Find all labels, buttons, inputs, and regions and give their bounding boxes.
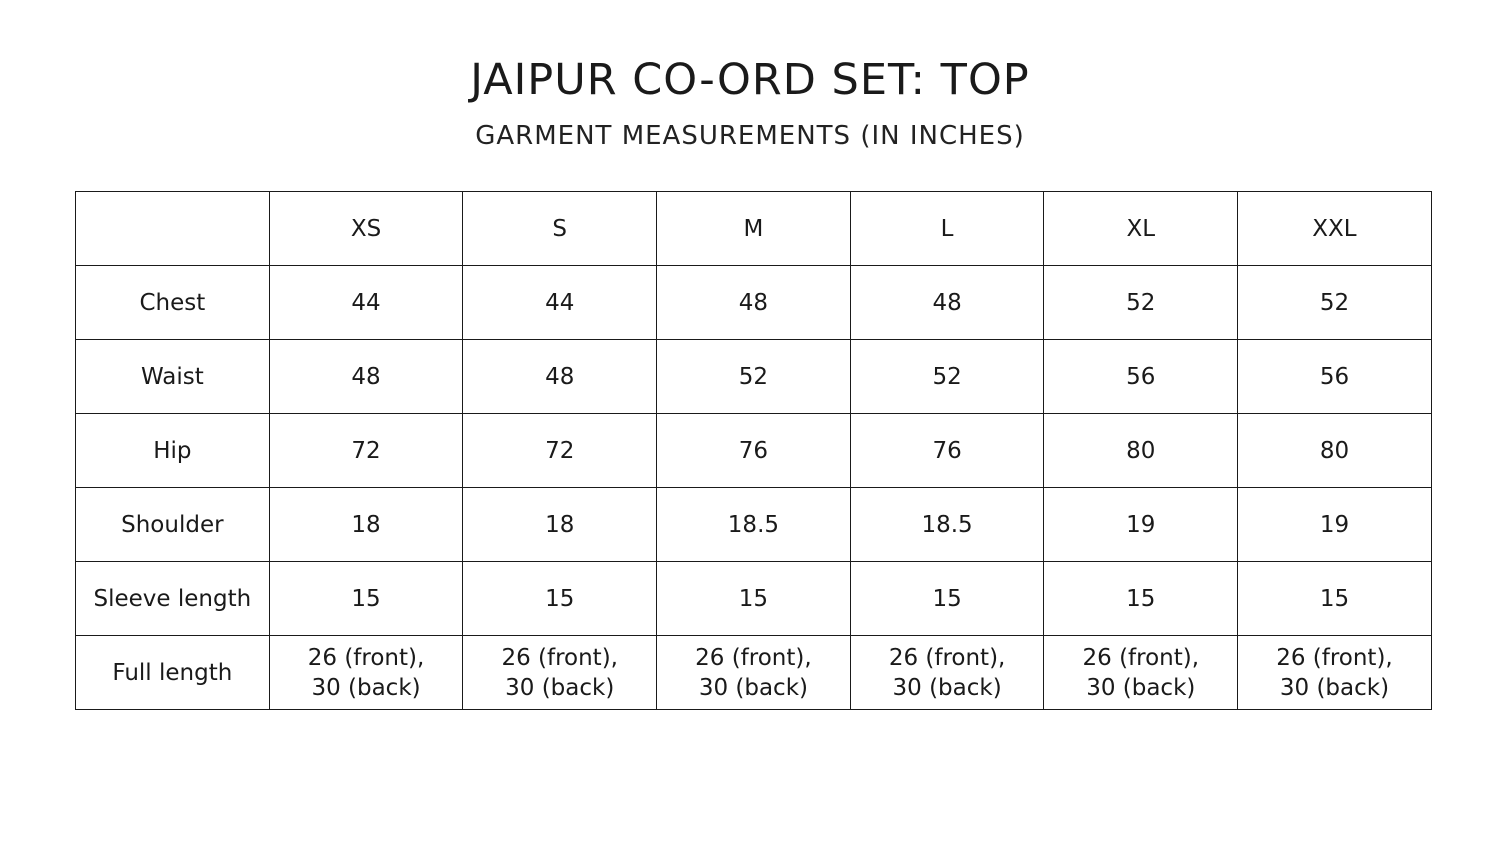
table-cell: 56	[1238, 340, 1432, 414]
table-cell: 48	[463, 340, 657, 414]
page-title: JAIPUR CO-ORD SET: TOP	[470, 55, 1030, 105]
table-cell: 15	[1238, 562, 1432, 636]
size-chart-table	[75, 191, 1432, 710]
table-cell: 15	[269, 562, 463, 636]
table-row	[76, 636, 1432, 710]
table-cell: 48	[657, 266, 851, 340]
table-cell: 19	[1044, 488, 1238, 562]
row-label: Hip	[76, 414, 270, 488]
table-cell: 18.5	[657, 488, 851, 562]
table-cell: 26 (front), 30 (back)	[269, 636, 463, 710]
table-cell: 48	[269, 340, 463, 414]
table-cell: 26 (front), 30 (back)	[1044, 636, 1238, 710]
table-cell: 80	[1238, 414, 1432, 488]
table-corner-cell	[76, 192, 270, 266]
size-header-l: L	[850, 192, 1044, 266]
table-cell: 72	[269, 414, 463, 488]
table-cell: 18	[463, 488, 657, 562]
table-cell: 26 (front), 30 (back)	[850, 636, 1044, 710]
row-label: Sleeve length	[76, 562, 270, 636]
table-cell: 72	[463, 414, 657, 488]
table-row	[76, 488, 1432, 562]
size-header-xs: XS	[269, 192, 463, 266]
table-header-row	[76, 192, 1432, 266]
table-row	[76, 266, 1432, 340]
table-row	[76, 562, 1432, 636]
table-cell: 44	[269, 266, 463, 340]
table-cell: 44	[463, 266, 657, 340]
table-cell: 80	[1044, 414, 1238, 488]
table-cell: 26 (front), 30 (back)	[1238, 636, 1432, 710]
table-cell: 48	[850, 266, 1044, 340]
table-row	[76, 340, 1432, 414]
row-label: Shoulder	[76, 488, 270, 562]
row-label: Full length	[76, 636, 270, 710]
table-cell: 52	[1044, 266, 1238, 340]
table-cell: 18	[269, 488, 463, 562]
table-cell: 15	[850, 562, 1044, 636]
table-cell: 56	[1044, 340, 1238, 414]
table-cell: 15	[1044, 562, 1238, 636]
table-cell: 52	[850, 340, 1044, 414]
table-cell: 26 (front), 30 (back)	[657, 636, 851, 710]
page-subtitle: GARMENT MEASUREMENTS (IN INCHES)	[475, 121, 1025, 151]
size-header-s: S	[463, 192, 657, 266]
table-cell: 52	[1238, 266, 1432, 340]
table-row	[76, 414, 1432, 488]
table-cell: 19	[1238, 488, 1432, 562]
size-header-xl: XL	[1044, 192, 1238, 266]
table-cell: 15	[463, 562, 657, 636]
row-label: Waist	[76, 340, 270, 414]
table-cell: 18.5	[850, 488, 1044, 562]
table-cell: 15	[657, 562, 851, 636]
size-header-xxl: XXL	[1238, 192, 1432, 266]
table-cell: 52	[657, 340, 851, 414]
row-label: Chest	[76, 266, 270, 340]
table-cell: 76	[850, 414, 1044, 488]
table-cell: 26 (front), 30 (back)	[463, 636, 657, 710]
size-header-m: M	[657, 192, 851, 266]
table-cell: 76	[657, 414, 851, 488]
